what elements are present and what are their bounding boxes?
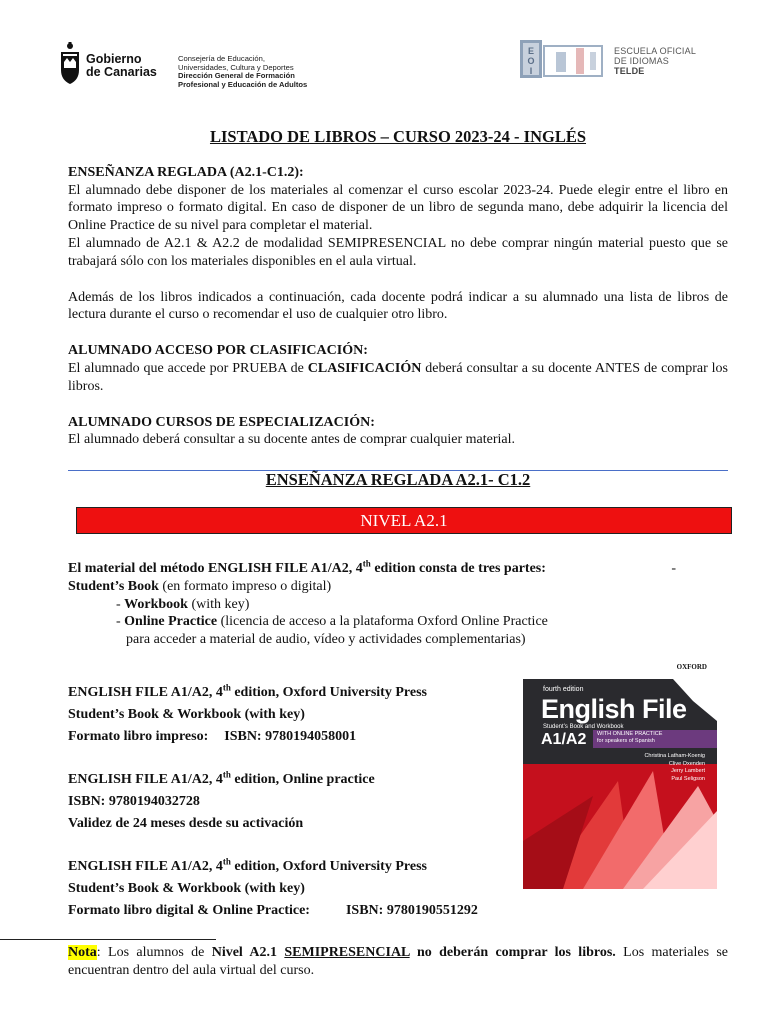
book-entry-1: [68, 682, 508, 748]
online-practice-desc: (licencia de acceso a la plataforma Oxford Online Practice: [217, 614, 548, 630]
consejeria-line1: Consejería de Educación,: [178, 54, 265, 63]
clasificacion-text-a: El alumnado que accede por PRUEBA de: [68, 360, 308, 376]
book-cover-image: [523, 661, 717, 889]
svg-text:E: E: [527, 46, 535, 56]
cover-for-speakers: for speakers of Spanish: [597, 738, 655, 744]
gobierno-name-line1: Gobierno: [86, 52, 142, 66]
ademas-paragraph: Además de los libros indicados a continuación, cada docente podrá indicar a su alumnado una lista de libros de lectura durante el curso o recomendar el uso de cualquier otro libro.: [68, 289, 728, 323]
book-1-title-b: edition, Oxford University Press: [230, 685, 427, 700]
eoi-name: [614, 46, 696, 76]
clasificacion-text-bold: CLASIFICACIÓN: [307, 360, 422, 376]
book-2-title-sup: th: [222, 769, 231, 780]
clasificacion-heading: ALUMNADO ACCESO POR CLASIFICACIÓN:: [68, 343, 368, 359]
book-1-isbn: ISBN: 9780194058001: [224, 729, 357, 744]
reglada-paragraph-2: El alumnado de A2.1 & A2.2 de modalidad SEMIPRESENCIAL no debe comprar ningún material puesto que se trabajará sólo con los materiales disponibles en el aula virtual.: [68, 235, 728, 269]
book-2-title: [68, 769, 508, 791]
note-text-e: Los materiales se encuentran dentro del aula virtual del curso.: [68, 945, 729, 978]
student-book-label: Student’s Book: [68, 578, 159, 594]
consejeria-text: [178, 55, 307, 89]
consejeria-line2: Universidades, Cultura y Deportes: [178, 62, 294, 72]
footnote-rule: [0, 939, 216, 940]
material-item-workbook: [68, 596, 728, 614]
cover-author: Paul Seligson: [671, 775, 705, 782]
book-3-title-b: edition, Oxford University Press: [230, 859, 427, 874]
book-1-title-sup: th: [222, 682, 231, 693]
cover-author: Christina Latham-Koenig: [644, 753, 705, 759]
material-intro: [68, 560, 728, 578]
online-practice-label: Online Practice: [124, 614, 218, 630]
book-1-isbn-line: [68, 726, 508, 748]
book-1-title-a: ENGLISH FILE A1/A2, 4: [68, 685, 223, 700]
book-3-title: [68, 856, 548, 878]
note-label: Nota: [68, 945, 97, 960]
reglada-paragraph-1: El alumnado debe disponer de los materiales al comenzar el curso escolar 2023-24. Puede elegir entre el libro en formato impreso o formato digital. En caso de disponer de un libro de segunda mano, debe adquirir la licencia del Online Practice de su nivel para completar el material.: [68, 182, 728, 234]
gobierno-name-line2: de Canarias: [86, 65, 157, 79]
book-3-subtitle: Student’s Book & Workbook (with key): [68, 881, 305, 896]
book-2-title-a: ENGLISH FILE A1/A2, 4: [68, 772, 223, 787]
book-1-title: [68, 682, 508, 704]
book-2-validity: Validez de 24 meses desde su activación: [68, 816, 304, 831]
material-item-online-practice: [68, 613, 728, 631]
material-description: [68, 560, 728, 649]
material-dash: -: [671, 561, 676, 576]
consejeria-line3: Dirección General de Formación: [178, 71, 295, 81]
material-intro-sup: th: [362, 558, 371, 569]
svg-text:I: I: [529, 66, 533, 76]
cover-online-text: [597, 731, 662, 745]
gobierno-canarias-logo: [58, 42, 82, 86]
reglada-heading: ENSEÑANZA REGLADA (A2.1-C1.2):: [68, 164, 304, 180]
book-3-isbn: ISBN: 9780190551292: [345, 903, 478, 918]
especializacion-heading: ALUMNADO CURSOS DE ESPECIALIZACIÓN:: [68, 414, 375, 430]
gobierno-name: [86, 53, 157, 79]
book-1-subtitle: Student’s Book & Workbook (with key): [68, 707, 305, 722]
workbook-label: Workbook: [124, 596, 188, 612]
material-item-student-book: [68, 578, 728, 596]
note-text-no-comprar: no deberán comprar los libros.: [409, 945, 616, 960]
cover-publisher: OXFORD: [676, 663, 707, 671]
cover-subtitle: Student’s Book and Workbook: [543, 724, 624, 730]
intro-section: [68, 128, 728, 449]
cover-edition: fourth edition: [543, 686, 584, 693]
student-book-desc: (en formato impreso o digital): [158, 578, 332, 594]
note-text-semipresencial: SEMIPRESENCIAL: [284, 945, 410, 960]
eoi-name-line1: ESCUELA OFICIAL: [614, 46, 697, 56]
cover-with-online: WITH ONLINE PRACTICE: [597, 731, 663, 737]
note-text-a: : Los alumnos de: [96, 945, 212, 960]
especializacion-paragraph: El alumnado deberá consultar a su docente antes de comprar cualquier material.: [68, 432, 516, 448]
page-title: LISTADO DE LIBROS – CURSO 2023-24 - INGLÉS: [209, 127, 587, 146]
section-title: ENSEÑANZA REGLADA A2.1- C1.2: [265, 470, 531, 489]
book-entry-2: [68, 769, 508, 835]
material-intro-b: edition consta de tres partes:: [370, 561, 546, 576]
book-1-format: Formato libro impreso:: [68, 729, 209, 744]
eoi-logo: [520, 38, 604, 80]
eoi-name-line3: TELDE: [614, 66, 645, 76]
footnote: [68, 944, 728, 980]
level-banner: NIVEL A2.1: [76, 507, 732, 534]
book-entry-3: [68, 856, 548, 922]
cover-title: English File: [541, 694, 687, 724]
svg-text:O: O: [527, 56, 535, 66]
eoi-name-line2: DE IDIOMAS: [614, 56, 670, 66]
book-3-format: Formato libro digital & Online Practice:: [68, 903, 310, 918]
page-header: [58, 38, 708, 108]
cover-authors: [644, 753, 705, 783]
workbook-desc: (with key): [187, 596, 250, 612]
book-2-title-b: edition, Online practice: [230, 772, 375, 787]
book-2-isbn: ISBN: 9780194032728: [68, 794, 200, 809]
book-3-title-sup: th: [222, 856, 231, 867]
book-3-title-a: ENGLISH FILE A1/A2, 4: [68, 859, 223, 874]
note-text-level: Nivel A2.1: [211, 945, 285, 960]
online-practice-prefix: -: [116, 614, 125, 630]
cover-level: A1/A2: [541, 731, 587, 748]
clasificacion-paragraph: [68, 360, 728, 396]
book-3-isbn-line: [68, 900, 548, 922]
book-list: [68, 682, 508, 922]
consejeria-line4: Profesional y Educación de Adultos: [178, 79, 308, 89]
cover-author: Jerry Lambert: [671, 768, 705, 774]
clasificacion-text-c: deberá consultar a su docente ANTES de comprar los libros.: [68, 360, 728, 394]
workbook-prefix: -: [116, 596, 125, 612]
material-intro-a: El material del método ENGLISH FILE A1/A2, 4: [68, 561, 363, 576]
cover-author: Clive Oxenden: [668, 760, 705, 767]
online-practice-desc2: para acceder a material de audio, vídeo y actividades complementarias): [126, 632, 526, 648]
